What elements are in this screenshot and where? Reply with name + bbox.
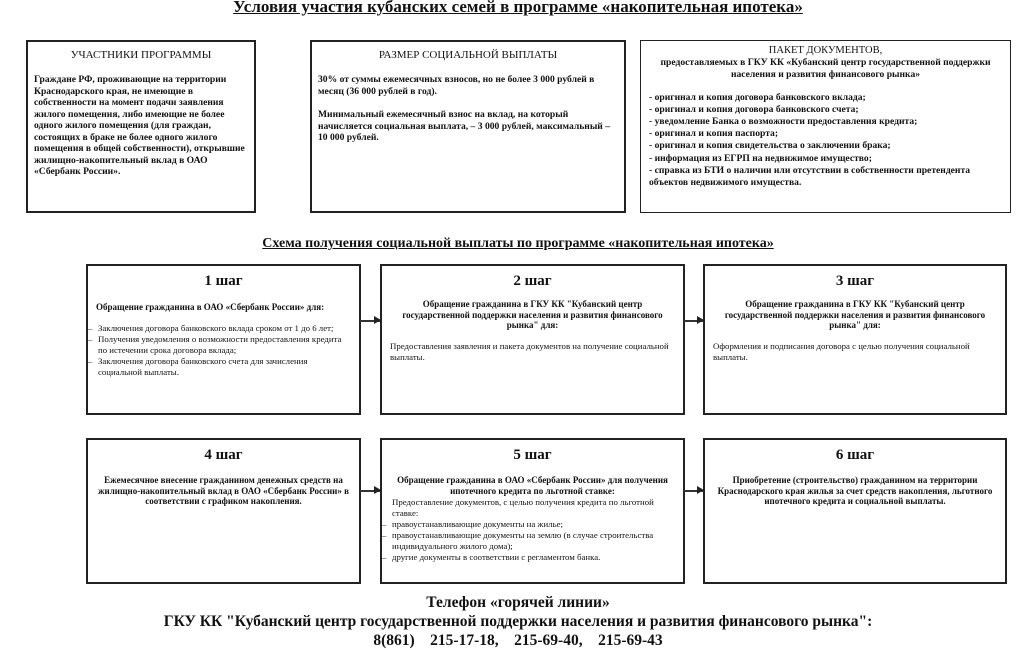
step-text: Предоставления заявления и пакета документов на получение социальной выплаты. [390, 340, 669, 362]
step-list-item: – Заключения договора банковского вклада сроком от 1 до 6 лет; [98, 323, 351, 334]
payment-text [312, 74, 624, 144]
step-text: Оформления и подписания договора с целью получения социальной выплаты. [713, 340, 970, 362]
arrow-icon [684, 320, 703, 322]
step-box-1 [86, 264, 361, 415]
hotline-org: ГКУ КК "Кубанский центр государственной поддержки населения и развития финансового рынка": [163, 613, 873, 630]
participants-heading: УЧАСТНИКИ ПРОГРАММЫ [70, 49, 212, 61]
step-label: 6 шаг [835, 447, 875, 463]
step-list [392, 519, 675, 563]
step-box-5 [380, 438, 685, 584]
document-item: - справка из БТИ о наличии или отсутствии в собственности претендента объектов недвижимого имущества. [649, 164, 971, 189]
step-box-3 [703, 264, 1007, 415]
step-label: 4 шаг [204, 447, 243, 463]
step-list-item: – правоустанавливающие документы на землю (в случае строительства индивидуального жилого дома); [392, 530, 675, 552]
step-list-item: – Заключения договора банковского счета для зачисления социальной выплаты. [98, 356, 351, 378]
document-item: - уведомление Банка о возможности предоставления кредита; [649, 116, 918, 128]
hotline-title: Телефон «горячей линии» [426, 594, 610, 611]
step-label: 2 шаг [513, 273, 552, 289]
document-item: - информация из ЕГРП на недвижимое имущество; [649, 152, 872, 164]
step-label: 1 шаг [204, 273, 243, 289]
documents-list [649, 92, 1002, 190]
step-list-item: – Получения уведомления о возможности предоставления кредита по истечении срока договора вклада; [98, 334, 351, 356]
step-heading: Обращение гражданина в ОАО «Сбербанк России» для получения ипотечного кредита по льготной ставке: [397, 475, 668, 496]
hotline-footer [0, 593, 1036, 650]
step-label: 3 шаг [835, 273, 875, 289]
payment-box [310, 40, 626, 213]
page-title: Условия участия кубанских семей в программе «накопительная ипотека» [233, 0, 803, 16]
step-heading: Обращение гражданина в ГКУ КК "Кубанский центр государственной поддержки населения и развития финансового рынка" для: [402, 299, 663, 330]
documents-box [640, 40, 1011, 213]
participants-box [26, 40, 256, 213]
step-label: 5 шаг [513, 447, 552, 463]
step-heading: Обращение гражданина в ОАО «Сбербанк России» для: [96, 302, 325, 312]
documents-subheading: предоставляемых в ГКУ КК «Кубанский центр государственной поддержки населения и развития финансового рынка» [660, 57, 991, 81]
participants-paragraph: Граждане РФ, проживающие на территории Краснодарского края, не имеющие в собственности на момент подачи заявления жилого помещения, либо имеющие не более одного жилого помещения (для граждан, состоящих в браке не более одного жилого помещения в общей собственности), открывшие жилищно-накопительный вклад в ОАО «Сбербанк России». [34, 74, 245, 177]
step-box-6 [703, 438, 1007, 584]
step-list-item: – правоустанавливающие документы на жилье; [392, 519, 675, 530]
payment-p2: Минимальный ежемесячный взнос на вклад, на который начисляется социальная выплата, – 3 000 рублей, максимальный – 10 000 рублей. [318, 109, 611, 143]
step-box-2 [380, 264, 685, 415]
arrow-icon [684, 490, 703, 492]
participants-text [28, 74, 254, 178]
document-item: - оригинал и копия паспорта; [649, 128, 779, 140]
step-heading: Ежемесячное внесение гражданином денежных средств на жилищно-накопительный вклад в ОАО «Сбербанк России» в соответствии с графиком накопления. [98, 475, 349, 506]
step-heading: Приобретение (строительство) гражданином на территории Краснодарского края жилья за счет средств накопления, льготного ипотечного кредита и социальной выплаты. [717, 475, 993, 506]
document-item: - оригинал и копия договора банковского счета; [649, 103, 859, 115]
payment-p1: 30% от суммы ежемесячных взносов, но не более 3 000 рублей в месяц (36 000 рублей в год). [318, 74, 595, 97]
document-item: - оригинал и копия договора банковского вклада; [649, 91, 866, 103]
payment-heading: РАЗМЕР СОЦИАЛЬНОЙ ВЫПЛАТЫ [378, 49, 558, 61]
documents-heading: ПАКЕТ ДОКУМЕНТОВ, [768, 45, 883, 56]
step-box-4 [86, 438, 361, 584]
step-list-item: – другие документы в соответствии с регламентом банка. [392, 552, 675, 563]
step-heading: Обращение гражданина в ГКУ КК "Кубанский центр государственной поддержки населения и развития финансового рынка" для: [724, 299, 986, 330]
arrow-icon [360, 490, 380, 492]
hotline-phones: 8(861) 215-17-18, 215-69-40, 215-69-43 [373, 632, 663, 649]
step-list [98, 323, 351, 378]
arrow-icon [360, 320, 380, 322]
document-item: - оригинал и копия свидетельства о заключении брака; [649, 140, 891, 152]
scheme-title: Схема получения социальной выплаты по программе «накопительная ипотека» [262, 236, 774, 251]
step-text: Предоставление документов, с целью получения кредита по льготной ставке: [392, 497, 654, 518]
